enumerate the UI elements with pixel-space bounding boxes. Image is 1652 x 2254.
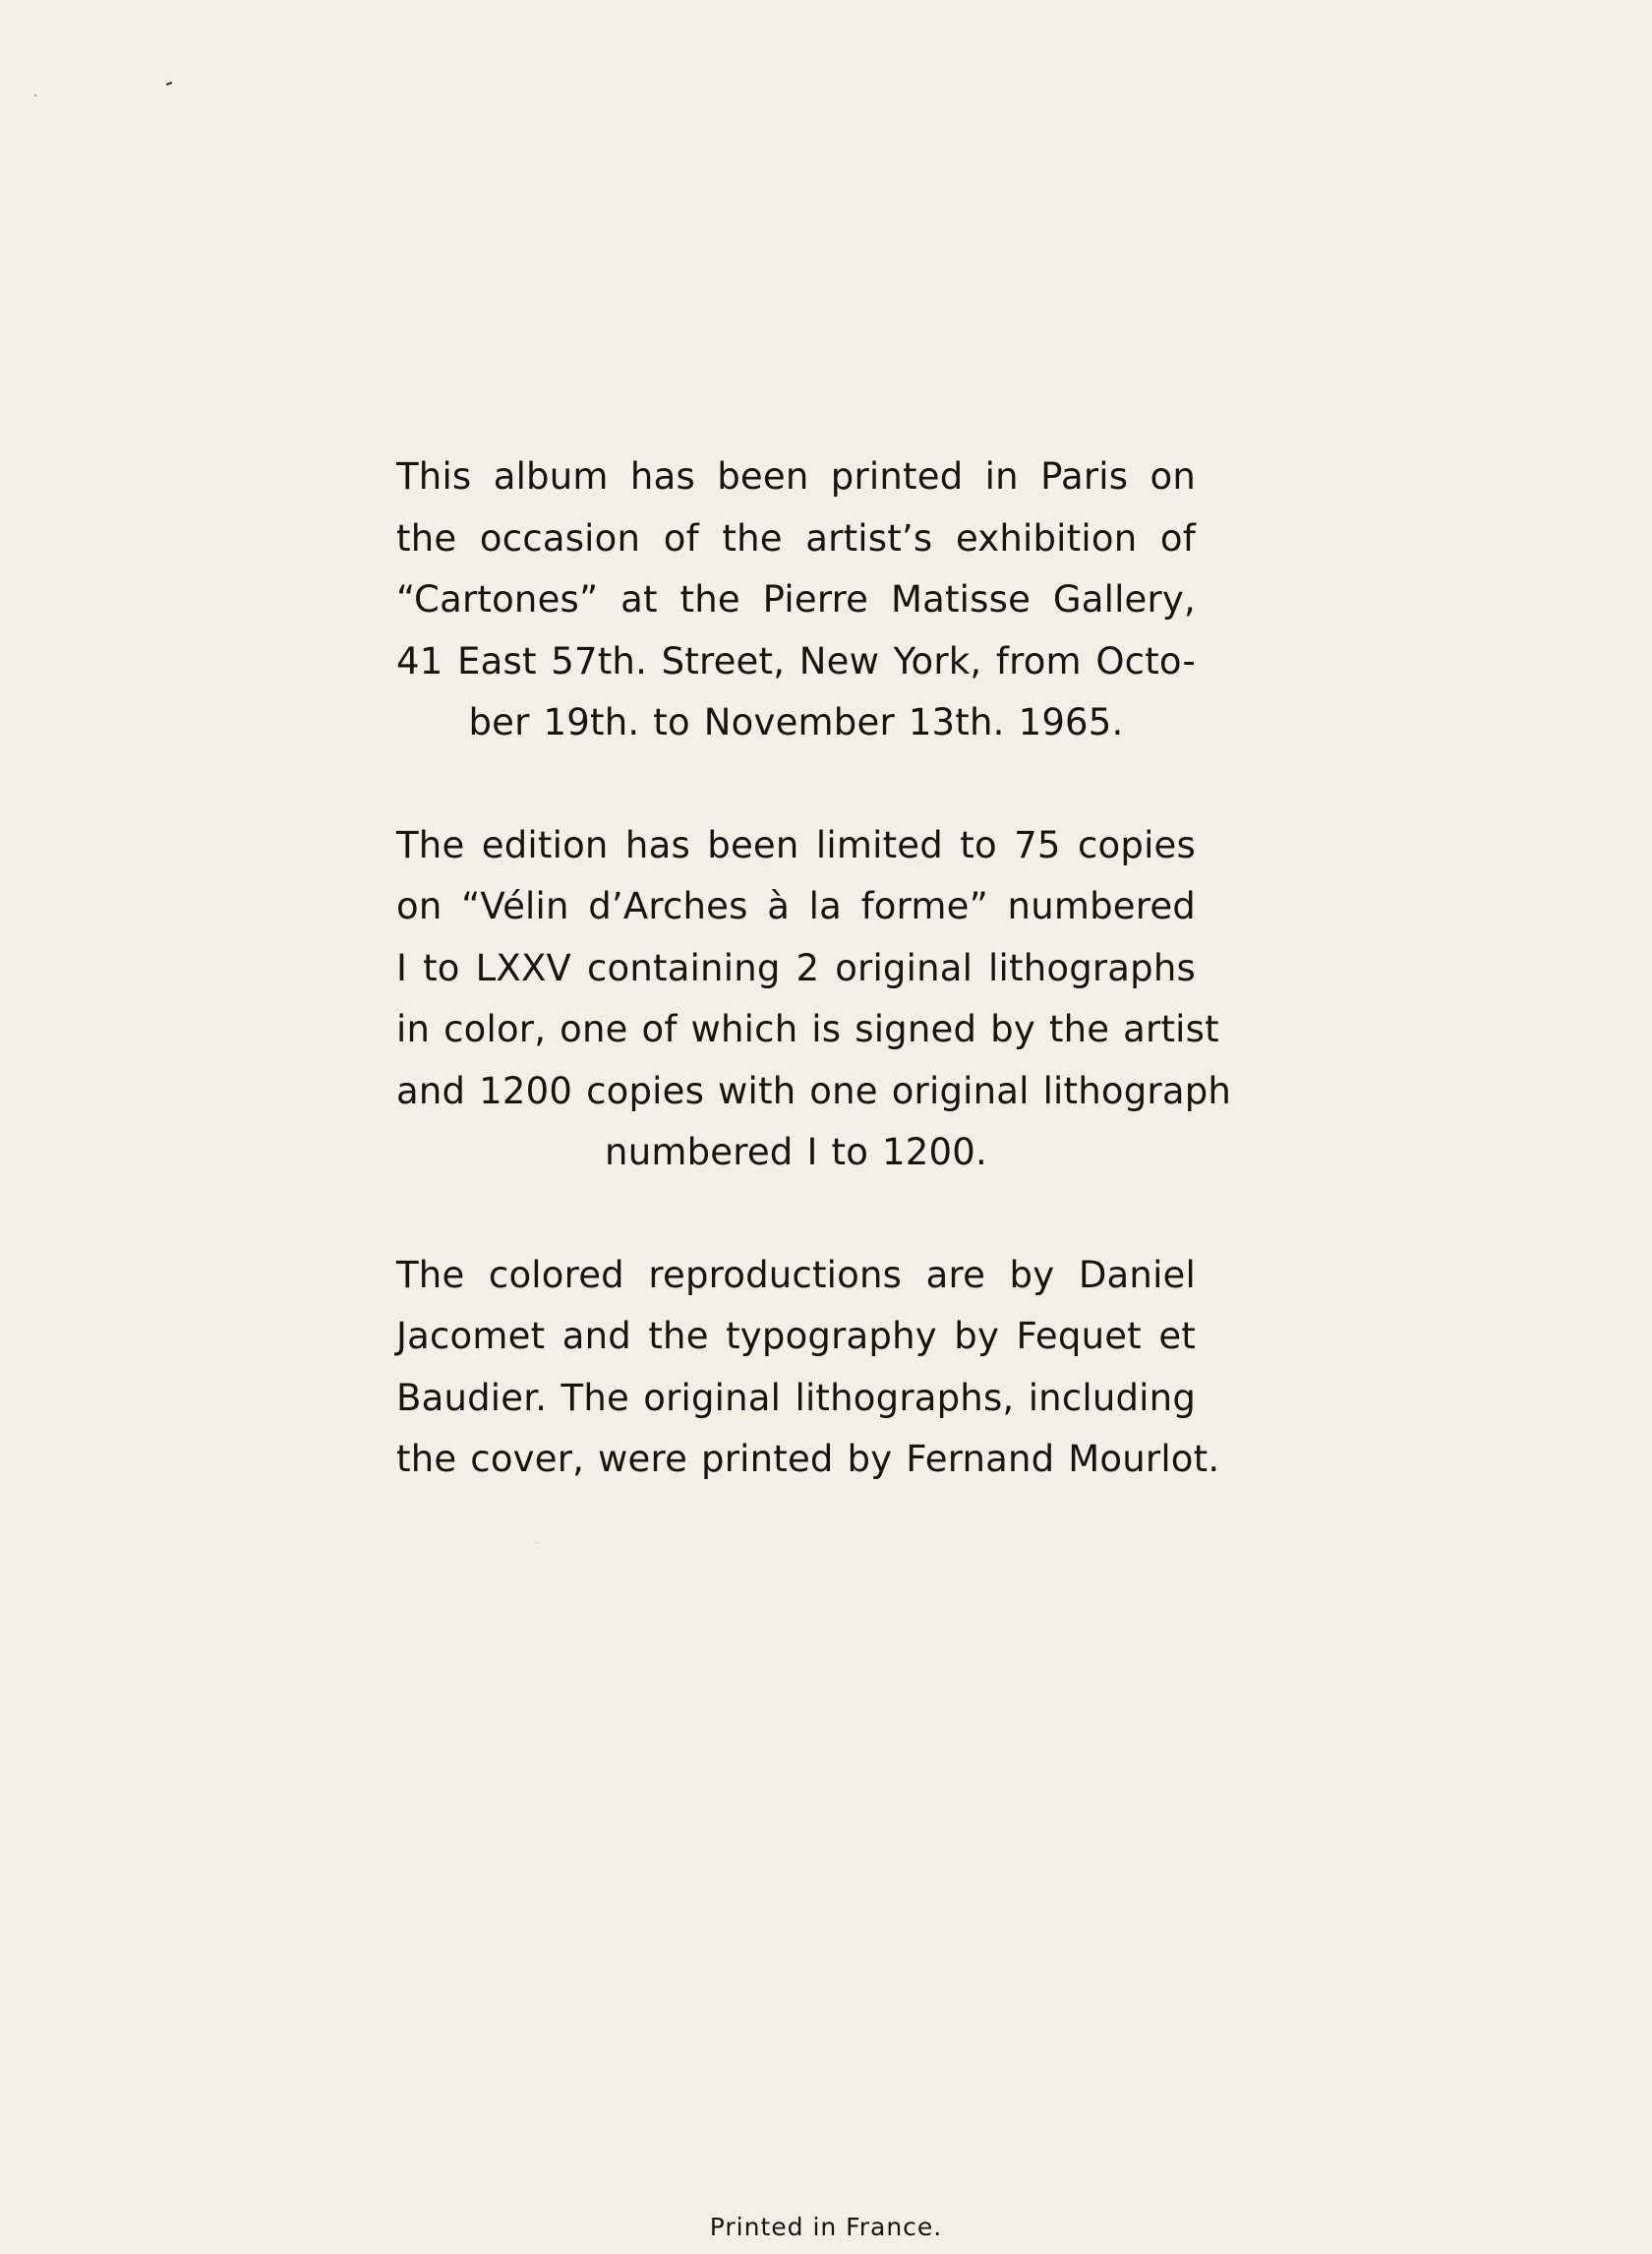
text-line: The colored reproductions are by Daniel [396,1253,1196,1296]
text-line: Baudier. The original lithographs, including [396,1376,1196,1419]
text-line: ber 19th. to November 13th. 1965. [468,701,1124,743]
edition-paragraph [396,815,1232,1184]
text-line: The edition has been limited to 75 copies [396,823,1196,866]
text-line: in color, one of which is signed by the artist [396,1008,1219,1050]
text-line: numbered I to 1200. [605,1131,987,1173]
credits-paragraph [396,1245,1220,1491]
text-line: This album has been printed in Paris on [396,455,1196,498]
text-line: I to LXXV containing 2 original lithographs [396,946,1196,989]
text-line: the occasion of the artist’s exhibition of [396,516,1196,560]
text-line: on “Vélin d’Arches à la forme” numbered [396,885,1196,927]
paper-speck [166,82,172,86]
colophon [396,446,1232,1491]
text-line: Jacomet and the typography by Fequet et [396,1315,1196,1357]
text-line: the cover, were printed by Fernand Mourlot. [396,1438,1220,1480]
paper-speck [536,1542,537,1543]
text-line: 41 East 57th. Street, New York, from Octo- [396,639,1196,682]
printed-in-france-imprint: Printed in France. [709,2213,943,2241]
paper-speck [34,94,36,96]
text-line: and 1200 copies with one original lithograph [396,1069,1232,1112]
text-line: “Cartones” at the Pierre Matisse Gallery, [396,578,1196,621]
exhibition-paragraph [396,446,1196,754]
